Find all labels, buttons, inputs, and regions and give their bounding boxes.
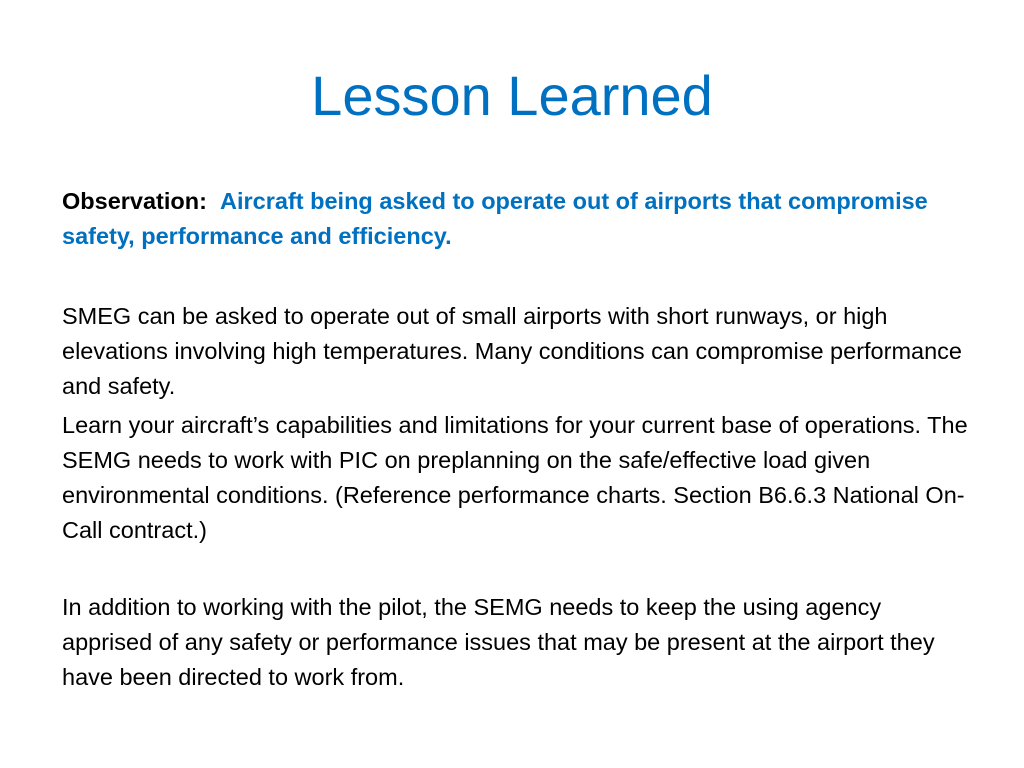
spacer bbox=[62, 548, 972, 590]
body-paragraph-smeg: SMEG can be asked to operate out of small airports with short runways, or high elevations involving high temperatures. Many conditions can compromise performance and safety. bbox=[62, 303, 962, 399]
observation-paragraph bbox=[62, 184, 972, 254]
slide-title: Lesson Learned bbox=[311, 64, 713, 127]
body-paragraph-addition: In addition to working with the pilot, the SEMG needs to keep the using agency apprised of any safety or performance issues that may be present at the airport they have been directed to work from. bbox=[62, 594, 935, 690]
spacer bbox=[62, 254, 972, 299]
observation-text: Aircraft being asked to operate out of airports that compromise safety, performance and efficiency. bbox=[62, 188, 928, 249]
slide-body bbox=[62, 184, 972, 695]
observation-label: Observation: bbox=[62, 188, 207, 214]
body-paragraph-learn: Learn your aircraft’s capabilities and limitations for your current base of operations. The SEMG needs to work with PIC on preplanning on the safe/effective load given environmental conditions. (Reference performance charts. Section B6.6.3 National On-Call contract.) bbox=[62, 412, 968, 543]
